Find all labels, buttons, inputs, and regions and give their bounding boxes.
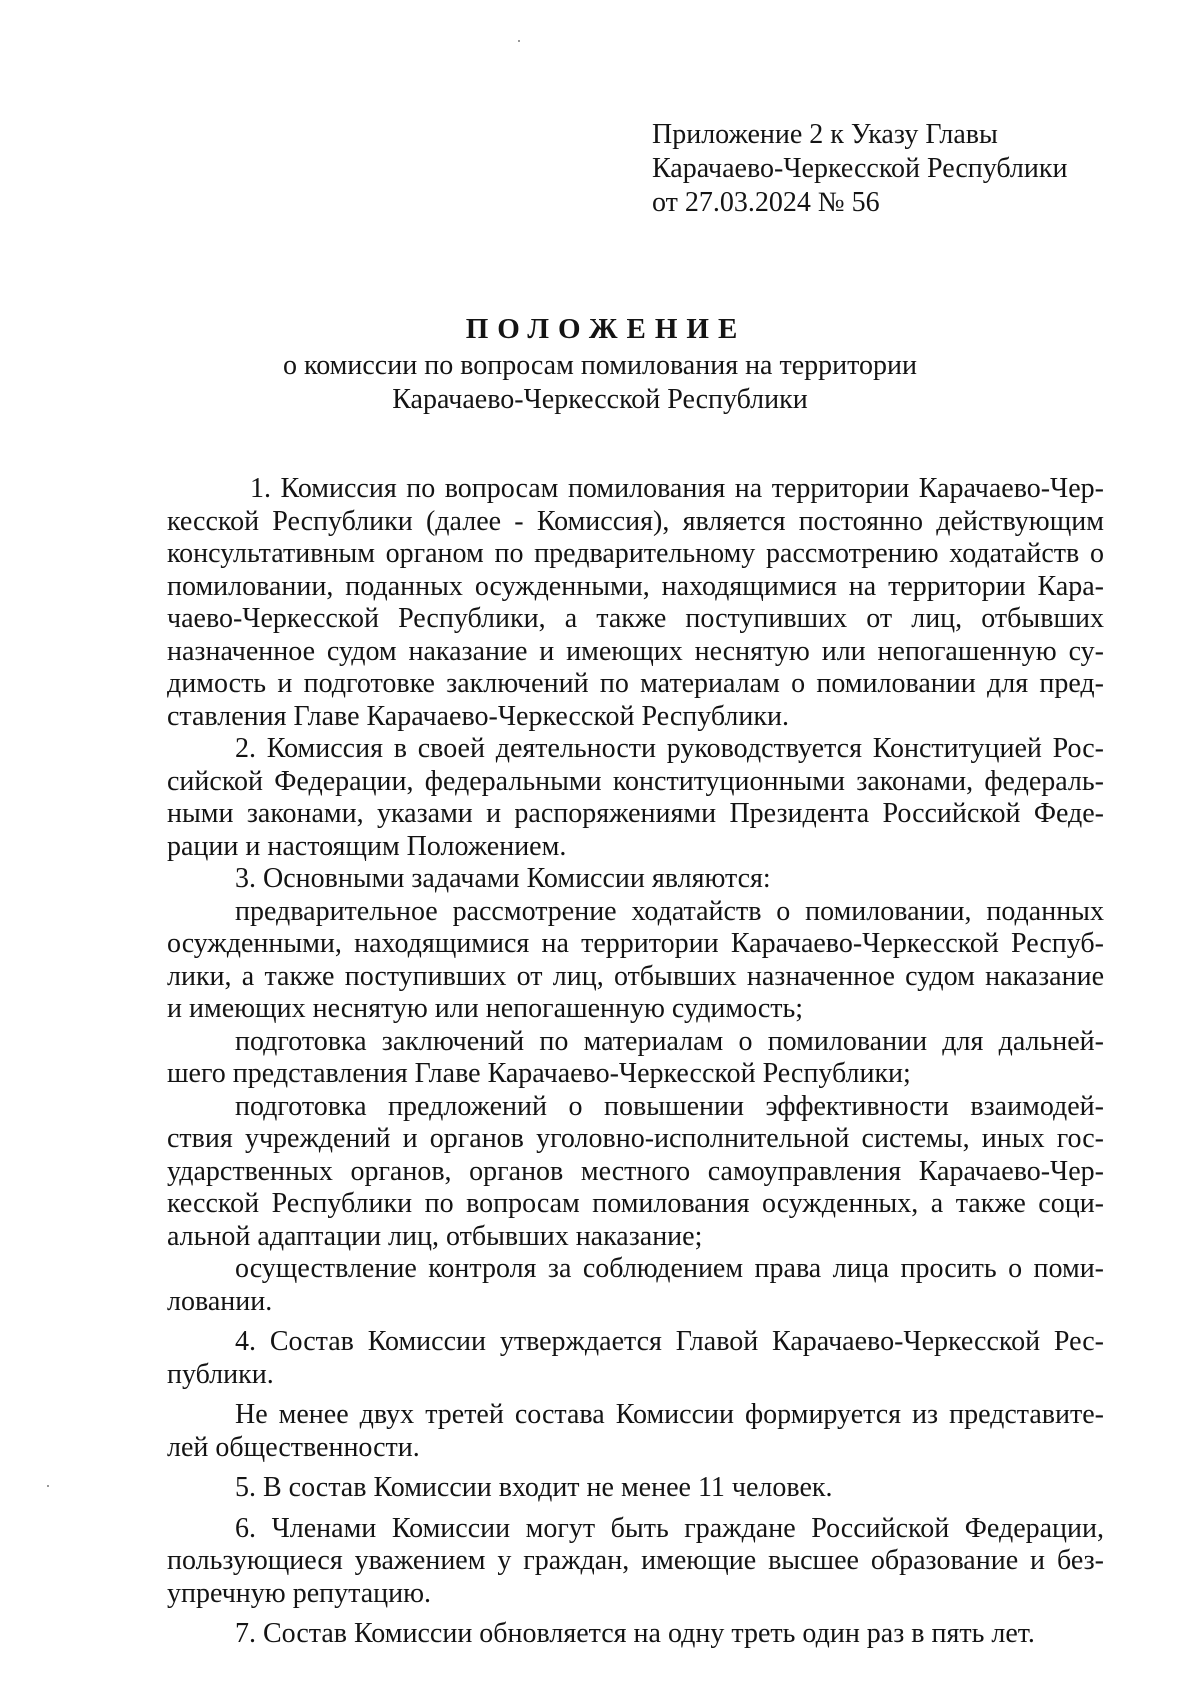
paragraph-gap xyxy=(167,1391,1104,1399)
paragraph-gap xyxy=(167,1318,1104,1326)
text-line: 7. Состав Комиссии обновляется на одну треть один раз в пять лет. xyxy=(235,1618,1035,1649)
text-line: альной адаптации лиц, отбывших наказание; xyxy=(167,1220,703,1252)
text-line: 6. Членами Комиссии могут быть граждане Российской Федерации, xyxy=(235,1512,1104,1544)
text-line: публики. xyxy=(167,1358,274,1390)
paragraph-6 xyxy=(167,1513,1104,1611)
paragraph-gap xyxy=(167,1610,1104,1618)
paragraph-3 xyxy=(167,863,1104,896)
paragraph-7 xyxy=(167,1618,1104,1651)
paragraph-2 xyxy=(167,733,1104,863)
paragraph-1 xyxy=(167,473,1104,733)
annex-line: от 27.03.2024 № 56 xyxy=(652,187,880,218)
text-line: подготовка заключений по материалам о помиловании для дальней- xyxy=(235,1025,1104,1057)
subtitle-line: о комиссии по вопросам помилования на территории xyxy=(283,350,917,381)
text-line: назначенное судом наказание и имеющих неснятую или непогашенную су- xyxy=(167,635,1104,667)
text-line: чаево-Черкесской Республики, а также поступивших от лиц, отбывших xyxy=(167,603,1104,634)
text-line: консультативным органом по предварительному рассмотрению ходатайств о xyxy=(167,538,1104,569)
text-line: осуществление контроля за соблюдением права лица просить о поми- xyxy=(235,1253,1104,1284)
paragraph-5 xyxy=(167,1472,1104,1505)
text-line: кесской Республики по вопросам помилования осужденных, а также соци- xyxy=(167,1188,1104,1219)
paragraph-3-item-4 xyxy=(167,1253,1104,1318)
subtitle-line: Карачаево-Черкесской Республики xyxy=(392,384,808,415)
paragraph-3-item-2 xyxy=(167,1026,1104,1091)
annex-line: Карачаево-Черкесской Республики xyxy=(652,153,1068,184)
paragraph-4 xyxy=(167,1326,1104,1391)
text-line: лей общественности. xyxy=(167,1431,420,1463)
text-line: 2. Комиссия в своей деятельности руководствуется Конституцией Рос- xyxy=(235,733,1104,764)
text-line: осужденными, находящимися на территории Карачаево-Черкесской Респуб- xyxy=(167,928,1104,959)
text-line: ловании. xyxy=(167,1285,273,1317)
paragraph-gap xyxy=(167,1464,1104,1472)
text-line: подготовка предложений о повышении эффективности взаимодей- xyxy=(235,1090,1104,1122)
text-line: 4. Состав Комиссии утверждается Главой Карачаево-Черкесской Рес- xyxy=(235,1326,1104,1357)
text-line: предварительное рассмотрение ходатайств о помиловании, поданных xyxy=(235,895,1104,927)
text-line: 1. Комиссия по вопросам помилования на территории Карачаево-Чер- xyxy=(250,473,1104,504)
document-subtitle xyxy=(0,349,1200,417)
annex-header xyxy=(652,118,1067,220)
scan-speck xyxy=(518,40,520,42)
text-line: 5. В состав Комиссии входит не менее 11 человек. xyxy=(235,1472,833,1503)
document-body xyxy=(167,473,1104,1651)
text-line: упречную репутацию. xyxy=(167,1577,432,1609)
text-line: и имеющих неснятую или непогашенную судимость; xyxy=(167,993,804,1024)
paragraph-4-continued xyxy=(167,1399,1104,1464)
text-line: лики, а также поступивших от лиц, отбывших назначенное судом наказание xyxy=(167,960,1104,992)
scan-speck xyxy=(47,1485,49,1487)
text-line: 3. Основными задачами Комиссии являются: xyxy=(235,863,771,894)
text-line: шего представления Главе Карачаево-Черкесской Республики; xyxy=(167,1058,911,1089)
paragraph-3-item-3 xyxy=(167,1091,1104,1254)
text-line: сийской Федерации, федеральными конституционными законами, федераль- xyxy=(167,765,1104,797)
text-line: кесской Республики (далее - Комиссия), является постоянно действующим xyxy=(167,505,1104,537)
text-line: ными законами, указами и распоряжениями Президента Российской Феде- xyxy=(167,798,1104,829)
paragraph-3-item-1 xyxy=(167,896,1104,1026)
paragraph-gap xyxy=(167,1505,1104,1513)
text-line: ствия учреждений и органов уголовно-исполнительной системы, иных гос- xyxy=(167,1123,1104,1154)
text-line: рации и настоящим Положением. xyxy=(167,830,567,862)
text-line: пользующиеся уважением у граждан, имеющие высшее образование и без- xyxy=(167,1545,1104,1576)
text-line: димость и подготовке заключений по материалам о помиловании для пред- xyxy=(167,668,1104,699)
text-line: ударственных органов, органов местного самоуправления Карачаево-Чер- xyxy=(167,1155,1104,1187)
text-line: Не менее двух третей состава Комиссии формируется из представите- xyxy=(235,1399,1104,1430)
text-line: ставления Главе Карачаево-Черкесской Республики. xyxy=(167,700,789,732)
annex-line: Приложение 2 к Указу Главы xyxy=(652,119,998,150)
text-line: помиловании, поданных осужденными, находящимися на территории Кара- xyxy=(167,570,1104,602)
document-title: ПОЛОЖЕНИЕ xyxy=(465,313,747,345)
